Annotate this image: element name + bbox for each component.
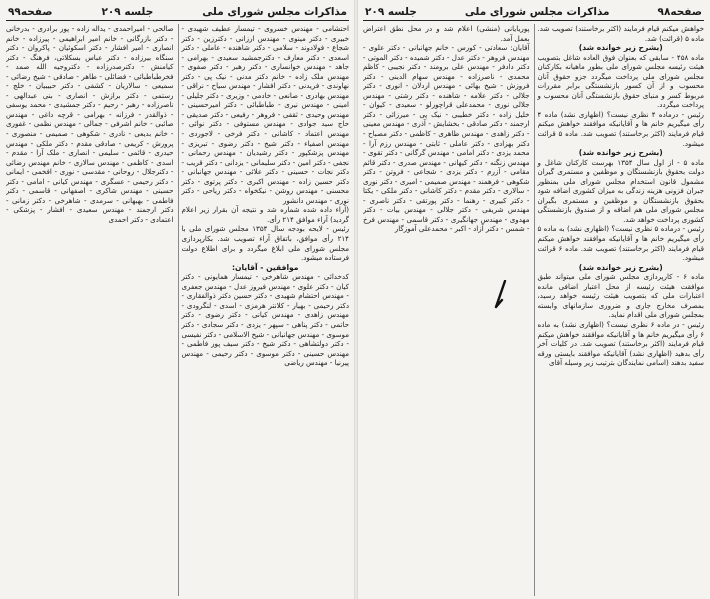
- right-page-number: صفحه۹۸: [657, 6, 702, 18]
- paragraph: رئیس - درماده ۴ نظری نیست؟ (اظهاری نشد) ماده ۴ رأی میگیریم خانم ها و آقایانیکه موافقند خواهش میکنم قیام فرمایند (اکثر برخاستند) تصویب شد. ماده ۵ قرائت میشود.: [537, 109, 704, 148]
- paragraph: پوریایانی (منشی) اعلام شد و در محل نطق اعتراض بعمل آمد.: [363, 24, 530, 43]
- section-heading: (بشرح زیر خوانده شد): [578, 43, 663, 53]
- right-page-title: مذاکرات مجلس شورای ملی: [464, 6, 610, 18]
- right-page: [357, 0, 710, 599]
- right-page-columns: [363, 24, 704, 596]
- left-page-column-inner: [178, 24, 350, 596]
- left-page-title: مذاکرات مجلس شورای ملی: [202, 6, 347, 18]
- right-page-column-outer: [534, 24, 705, 596]
- paragraph: (آراء داده شده شماره شد و نتیجه آن بقرار زیر اعلام گردید) آراء موافق ۲۱۴ رأی.: [181, 205, 349, 224]
- left-page-header: [6, 4, 349, 21]
- left-page-columns: [6, 24, 349, 596]
- left-page-column-outer: [6, 24, 174, 596]
- paragraph: صالحی - امیراحمدی - یداله زاده - پور برادری - بدرخانی - دکتر بازرگانی - خانم امیر ابراهیمی - پیرزاده - خانم انصاری - امیر افشار - دکتر اسکوئیان - پاکروان - دکتر سنگاه بیرزاده - دکتر عباس بسکلاتی، فرهنگ - دکتر کیامنش - دکترصدرزاده - دکتروجیه الله صمد - فخرطباطبائی - فضائلی - طاهر - صادقی - شیخ رضائی - سمیعی - سالاریان - کشفی - دکتر حبیبیان - خلج - رستمی - دکتر برازش - انصاری - بنی عبدالهی - ناصرزاده - رهبر - رحیم - دکتر جمشیدی - محمد یوسفی - ذوالقدر - فرزانه - بهرامی - قرچه داغی - مهندس صائبی - خانم اشرفی - جمالی - مهندس نظمی - غفوری - خانم بدیعی - نادری - شکوهی - صمیمی - منصوری - پرورش - کریمی - صادقی مقدم - دکتر ملکی - مهندس حیدری - قائمی - سلیمی - انصاری - ملک آرا - مقدم - اسدی - کاظمی - مهندس سالاری - خانم مهندس رضائی - دکترجلال - روحانی - مقدسی - نوری - افخمی - ایمانی - دکتر رحیمی - عسگری - مهندس کیانی - امامی - دکتر حسینی - مهندس شاکری - اصفهانی - قاسمی - دکتر فاطمی - بهبهانی - سرمدی - شاهرخی - دکتر زمانی - دکتر ارجمند - مهندس سعیدی - افشار - پزشکی - اعتمادی - دکتر احمدی: [6, 24, 174, 224]
- paragraph: رئیس - درماده ۵ نظری نیست؟ (اظهاری نشد) به ماده ۵ رأی میگیریم خانم ها و آقایانیکه موافقند خواهش میکنم قیام فرمایند (اکثر برخاستند) تصویب شد. ماده ۶ قرائت میشود.: [537, 224, 704, 263]
- section-heading: (بشرح زیر خوانده شد): [578, 148, 663, 158]
- paragraph: آقایان: سعادتی - کورس - خانم جهانبانی - دکتر علوی - مهندس فروهر - دکتر عدل - دکتر شمیده - دکتر الموتی - دکتر دادفر - مهندس علی برومند - دکتر نجیبی - کاظم محمدی - ناصرزاده - مهندس سهام الدینی - دکتر فروزش - شیخ بهائی - مهندس اردلان - انوری - دکتر جلالی - دکتر علامه - شاهنده - دکتر رشتی - مهندس جلالی نوری - محمدعلی قراچورلو - سعیدی - کیوان - خلیل زاده - دکتر خطیبی - نیک پی - میرزائی - دکتر ارجمند - دکتر صادقی - بخشایش - آذری - مهندس معینی - دکتر زاهدی - مهندس طاهری - کاظمی - دکتر مصباح - دکتر بهزادی - دکتر عاملی - ثابتی - مهندس رزم آرا - محمد یزدی - دکتر امامی - مهندس گرگانی - دکتر تقوی - مهندس زنگنه - دکتر کیهانی - مهندس صدری - دکتر قائم مقامی - آزرم - دکتر یزدی - شجاعی - فروتن - دکتر شکوهی - فرهمند - مهندس صمیمی - امیری - دکتر نوری - سالاری - دکتر مقدم - دکتر کاشانی - دکتر ملکی - یکتا - دکتر کبیری - رهنما - دکتر پورتقی - دکتر ناصری - مهندس شریفی - دکتر جلالی - مهندس بیات - دکتر مهدوی - مهندس جهانگیری - دکتر قاسمی - مهندس فرخ - شمس - دکتر آزاد - اکبر - محمدعلی آموزگار: [363, 43, 530, 234]
- paragraph: ماده ۴۵۸ - سابقی که بعنوان فوق العاده شاغل بتصویب هیئت رئیسه مجلس شورای ملی بطور ماهیانه بکارکنان مجلس شورای ملی پرداخت میگردد جزو حقوق آنان محسوب و از آن کسور بازنشستگی برابر مقررات مربوط کسر و منبای حقوق بازنشستگی آنان محسوب و پرداخت میگردد.: [537, 52, 704, 110]
- right-page-header: [363, 4, 704, 21]
- paragraph: ماده ۵ - از اول سال ۱۳۵۴ بهرست کارکنان شاغل و دولت بحقوق بازنشستگان و موظفین و مستمری گیران مشمول قانون استخدام مجلس شورای ملی بمنظور جبران فزونی هزینه زندگی به میزان کشوری اضافه شود بحقوق بازنشستگان و موظفین و مستمری بگیران مجلس شورای ملی هم اضافه و از صندوق بازنشستگی کشوری پرداخت خواهد شد.: [537, 157, 704, 224]
- paragraph: احتشامی - مهندس خسروی - تیمسار عطیف شهیدی - خبیری - دکتر مینوی - مهندس ارزانی - دکترزین - دکتر شجاع - فولادوند - سلامی - دکتر شاهنده - عاملی - دکتر اسعدی - دکتر معارف - دکترجمشید سعیدی - بهرامی - جاهد - مهندس خوانساری - دکتر رهبر - دکتر صفوی - مهندس ملک زاده - خانم دکتر مدنی - نیک پی - دکتر نهاوندی - فریدنی - دکتر افشار - مهندس سیاح - نراقی - مهندس بهادری - صانعی - خادمی - وزیری - دکتر جلیلی - امینی - مهندس نیری - طباطبائی - دکتر امیرحسینی - مهندس وحیدی - ثقفی - فروهر - رفیعی - دکتر صدیقی - حاج سید جوادی - مهندس مستوفی - دکتر نوائی - مهندس اعتماد - کاشانی - دکتر فرخی - لاجوردی - مهندس اصفیاء - دکتر شیخ - دکتر رضوی - تبریزی - مهندس پزشکپور - دکتر رشیدیان - مهندس رحمانی - نجفی - دکتر امین - دکتر سلیمانی - یزدانی - دکتر قریب - دکتر نجات - حسینی - دکتر علائی - مهندس جهانبانی - دکتر حسین زاده - مهندس اکبری - دکتر پرتوی - دکتر محسنی - مهندس روشن - نیکخواه - دکتر ریاحی - دکتر نوری - مهندس دانشور: [181, 24, 349, 205]
- paragraph: رئیس - لایحه بودجه سال ۱۳۵۴ مجلس شورای ملی با ۲۱۴ رأی موافق، باتفاق آراء تصویب شد. بکارپردازی مجلس شورای ملی ابلاغ میگردد و برای اطلاع دولت فرستاده میشود.: [181, 224, 349, 263]
- paragraph: کدخدائی - مهندس شاهرخی - تیمسار همایونی - دکتر کیان - دکتر علوی - مهندس فیروز عدل - مهندس جعفری - مهندس احتشام شهیدی - دکتر حسین دکتر ذوالفقاری - دکتر رحیمی - بهیار - کلانتر هرمزی - اسدی - لنگرودی - مهندس زاهدی - مهندس کیانی - دکتر رضوی - دکتر حاتمی - دکتر پناهی - سپهر - یزدی - دکتر سجادی - دکتر موسوی - مهندس جهانبانی - شیخ الاسلامی - دکتر نفیسی - دکتر دولتشاهی - دکتر شیخ - دکتر سیف پور فاطمی - مهندس حسینی - دکتر موسوی - دکتر رحیمی - مهندس پیرنیا - مهندس ریاضی: [181, 272, 349, 368]
- paragraph: خواهش میکنم قیام فرمایند (اکثر برخاستند) تصویب شد. ماده ۵ (قرائت) شد.: [537, 24, 704, 43]
- right-page-session: جلسه ۲۰۹: [365, 6, 417, 18]
- right-page-column-inner: [363, 24, 530, 596]
- section-heading: (بشرح زیر خوانده شد): [578, 262, 663, 272]
- left-page-number: صفحه۹۹: [8, 6, 53, 18]
- section-heading: موافقین - آقایان:: [231, 262, 299, 272]
- left-page-session: جلسه ۲۰۹: [101, 6, 154, 18]
- paragraph: ماده ۶ - کارپردازی مجلس شورای ملی میتواند طبق موافقت هیئت رئیسه از محل اعتبار اضافی مانده اعتبارات ملی که بتصویب هیئت رئیسه خواهد رسید، بمصرف مخارج جاری و ضروری سازمانهای وابسته بمجلس شورای ملی اقدام نماید.: [537, 272, 704, 320]
- paragraph: رئیس - در ماده ۶ نظری نیست؟ (اظهاری نشد) به ماده ۶ رأی میگیریم خانم ها و آقایانیکه موافقند خواهش میکنم قیام فرمایند (اکثر برخاستند) تصویب شد. در کلیات آخر رأی بدهید (اظهاری نشد) آقایانیکه موافقند بایستی ورقه سفید بدهند (اسامی نمایندگان بترتیب زیر وسیله آقای: [537, 319, 704, 368]
